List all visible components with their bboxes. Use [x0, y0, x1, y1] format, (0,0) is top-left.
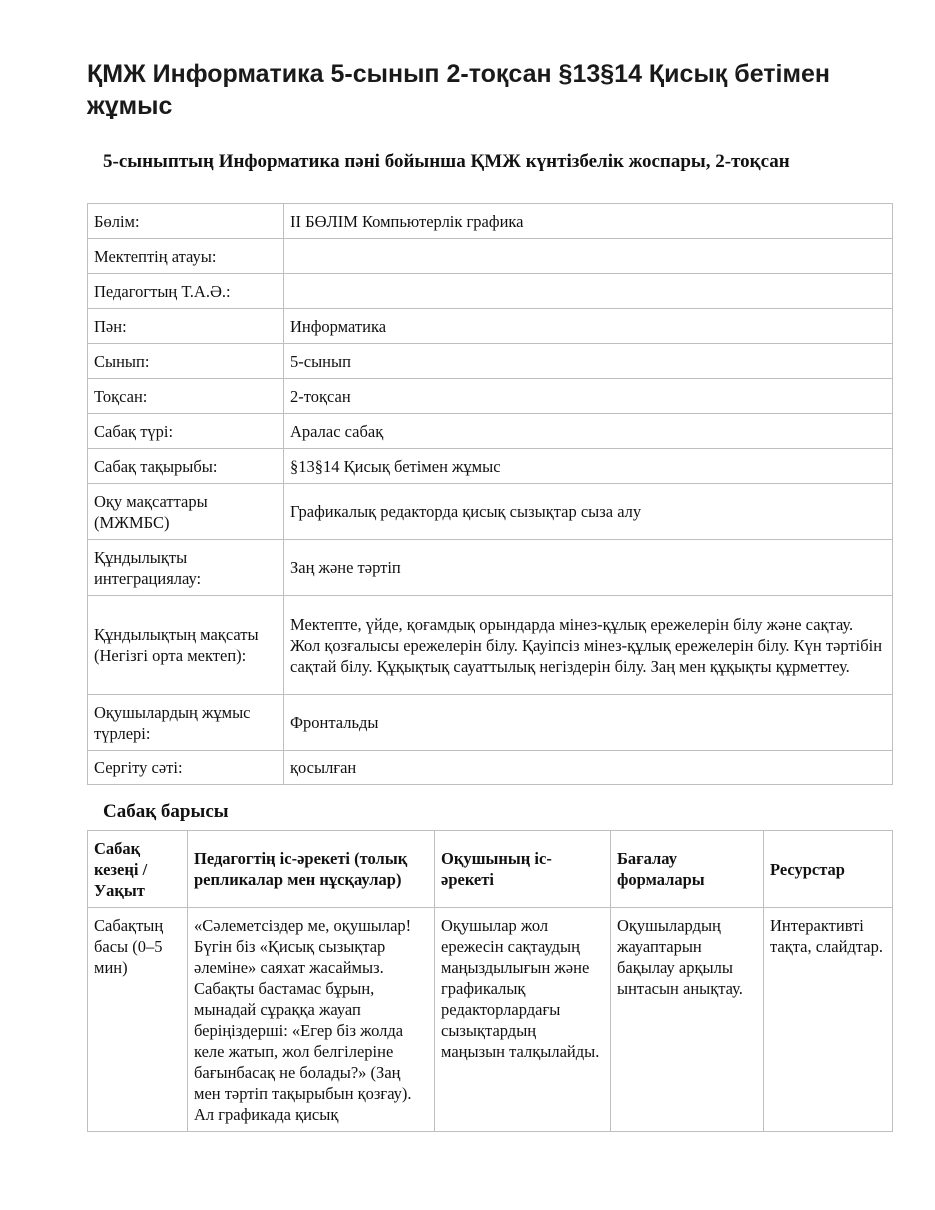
info-row-grade	[88, 344, 893, 379]
info-value: 2-тоқсан	[284, 379, 893, 414]
info-value: Информатика	[284, 309, 893, 344]
lesson-flow-table	[87, 830, 893, 1132]
lesson-info-table	[87, 203, 893, 785]
info-label: Оқушылардың жұмыс түрлері:	[88, 695, 284, 751]
info-value: Заң және тәртіп	[284, 540, 893, 596]
info-value: Фронтальды	[284, 695, 893, 751]
table-row	[88, 908, 893, 1132]
info-row-work-types	[88, 695, 893, 751]
info-value: Мектепте, үйде, қоғамдық орындарда мінез-құлық ережелерін білу және сақтау. Жол қозғалысы ережелерін білу. Қауіпсіз мінез-құлық ережелерін білу. Күн тәртібін сақтай білу. Құқықтық сауаттылық негіздерін білу. Заң мен құқықты құрметтеу.	[284, 596, 893, 695]
info-value: 5-сынып	[284, 344, 893, 379]
info-value	[284, 274, 893, 309]
column-header-stage: Сабақ кезеңі / Уақыт	[88, 831, 188, 908]
info-value: Аралас сабақ	[284, 414, 893, 449]
lesson-header-row	[88, 831, 893, 908]
info-value: Графикалық редакторда қисық сызықтар сыза алу	[284, 484, 893, 540]
info-label: Сабақ тақырыбы:	[88, 449, 284, 484]
info-row-school	[88, 239, 893, 274]
teacher-activity-cell: «Сәлеметсіздер ме, оқушылар! Бүгін біз «Қисық сызықтар әлеміне» саяхат жасаймыз. Сабақты бастамас бұрын, мынадай сұраққа жауап беріңіздерші: «Егер біз жолда келе жатып, жол белгілеріне бағынбасақ не болады?» (Заң мен тәртіп тақырыбын қозғау). Ал графикада қисық	[188, 908, 435, 1132]
info-label: Бөлім:	[88, 204, 284, 239]
lesson-flow-heading: Сабақ барысы	[103, 801, 229, 822]
info-label: Пән:	[88, 309, 284, 344]
info-label: Сынып:	[88, 344, 284, 379]
info-label: Мектептің атауы:	[88, 239, 284, 274]
info-value: §13§14 Қисық бетімен жұмыс	[284, 449, 893, 484]
column-header-teacher-activity: Педагогтің іс-әрекеті (толық репликалар мен нұсқаулар)	[188, 831, 435, 908]
info-row-value-goal	[88, 596, 893, 695]
info-label: Сабақ түрі:	[88, 414, 284, 449]
info-label: Педагогтың Т.А.Ә.:	[88, 274, 284, 309]
info-label: Тоқсан:	[88, 379, 284, 414]
info-row-lesson-type	[88, 414, 893, 449]
column-header-student-activity: Оқушының іс-әрекеті	[435, 831, 611, 908]
info-value: қосылған	[284, 751, 893, 785]
column-header-resources: Ресурстар	[764, 831, 893, 908]
stage-cell: Сабақтың басы (0–5 мин)	[88, 908, 188, 1132]
info-row-objectives	[88, 484, 893, 540]
info-row-quarter	[88, 379, 893, 414]
assessment-cell: Оқушылардың жауаптарын бақылау арқылы ынтасын анықтау.	[611, 908, 764, 1132]
info-value	[284, 239, 893, 274]
info-label: Құндылықты интеграциялау:	[88, 540, 284, 596]
info-value: II БӨЛІМ Компьютерлік графика	[284, 204, 893, 239]
info-row-section	[88, 204, 893, 239]
info-row-teacher	[88, 274, 893, 309]
info-row-value-integration	[88, 540, 893, 596]
info-label: Оқу мақсаттары (МЖМБС)	[88, 484, 284, 540]
plan-heading: 5-сыныптың Информатика пәні бойынша ҚМЖ күнтізбелік жоспары, 2-тоқсан	[103, 151, 790, 172]
resources-cell: Интерактивті тақта, слайдтар.	[764, 908, 893, 1132]
info-label: Сергіту сәті:	[88, 751, 284, 785]
info-row-subject	[88, 309, 893, 344]
info-row-break	[88, 751, 893, 785]
document-title: ҚМЖ Информатика 5-сынып 2-тоқсан §13§14 Қисық бетімен жұмыс	[87, 60, 830, 120]
info-row-lesson-topic	[88, 449, 893, 484]
student-activity-cell: Оқушылар жол ережесін сақтаудың маңыздылығын және графикалық редакторлардағы сызықтардың маңызын талқылайды.	[435, 908, 611, 1132]
column-header-assessment: Бағалау формалары	[611, 831, 764, 908]
info-label: Құндылықтың мақсаты (Негізгі орта мектеп):	[88, 596, 284, 695]
